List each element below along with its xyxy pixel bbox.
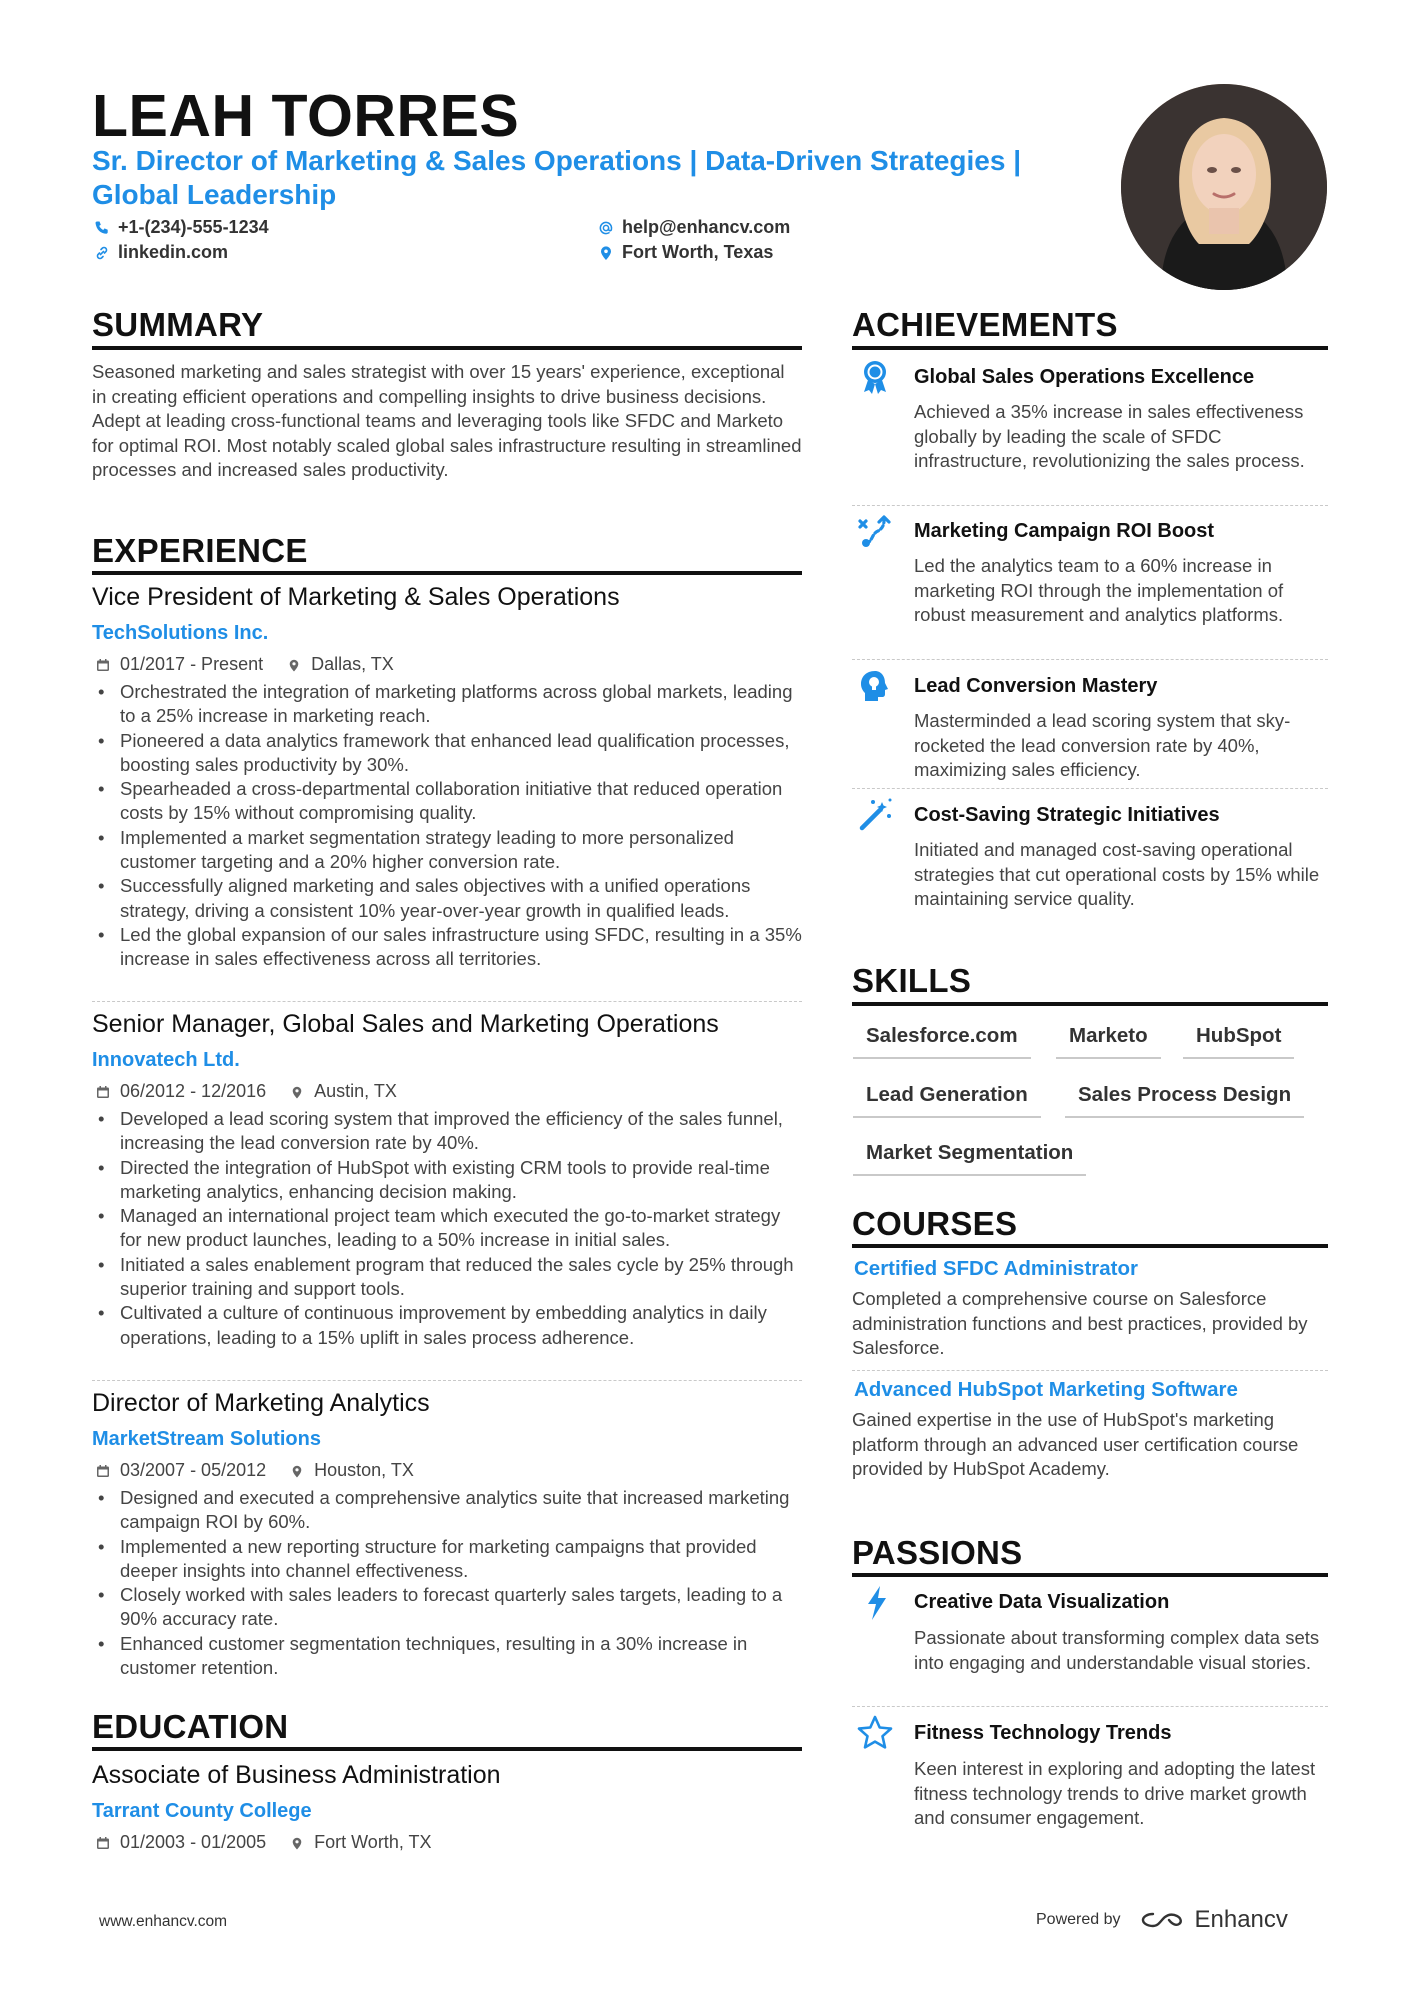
job-divider [92, 1001, 802, 1002]
job-dates: 01/2017 - Present [120, 654, 264, 674]
experience-rule [92, 571, 802, 575]
skill-tag: Sales Process Design [1065, 1080, 1304, 1118]
experience-heading: EXPERIENCE [92, 532, 308, 569]
summary-text: Seasoned marketing and sales strategist with over 15 years' experience, exceptional in creating efficient operations and compelling insights to drive business decisions. Adept at leading cross-functional teams and leveraging tools like SFDC and Marketo for optimal ROI. Most notably scaled global sales infrastructure resulting in streamlined processes and increased sales productivity. [92, 361, 802, 480]
job-bullets [96, 680, 806, 972]
job-bullet: • Led the global expansion of our sales infrastructure using SFDC, resulting in a 35% increase in sales effectiveness across all territories. [96, 923, 806, 972]
education-meta [96, 1832, 432, 1853]
job-meta [96, 1081, 397, 1102]
job-bullet: • Implemented a market segmentation strategy leading to more personalized customer targeting and a 20% higher conversion rate. [96, 826, 806, 875]
calendar-icon [96, 1836, 110, 1850]
job-dates: 03/2007 - 05/2012 [120, 1460, 267, 1480]
job-meta [96, 654, 394, 675]
map-pin-icon [598, 245, 614, 261]
contact-email[interactable] [598, 217, 790, 238]
job-bullet: • Designed and executed a comprehensive analytics suite that increased marketing campaign ROI by 60%. [96, 1486, 806, 1535]
candidate-headline: Sr. Director of Marketing & Sales Operations | Data-Driven Strategies | Global Leadership [92, 145, 1022, 210]
passion-divider [852, 1706, 1328, 1707]
lightning-bolt-icon [858, 1584, 896, 1622]
skill-tag: Lead Generation [853, 1080, 1041, 1118]
education-rule [92, 1747, 802, 1751]
course-description: Completed a comprehensive course on Salesforce administration functions and best practices, provided by Salesforce. [852, 1288, 1308, 1358]
achievement-title: Cost-Saving Strategic Initiatives [914, 804, 1220, 826]
job-bullet: • Implemented a new reporting structure for marketing campaigns that provided deeper insights into channel effectiveness. [96, 1535, 806, 1584]
job-bullet: • Spearheaded a cross-departmental collaboration initiative that reduced operation costs by 15% without compromising quality. [96, 777, 806, 826]
enhancv-logo[interactable] [1139, 1906, 1288, 1934]
contact-phone [94, 217, 269, 238]
magic-wand-icon [856, 796, 894, 834]
achievements-rule [852, 346, 1328, 350]
phone-text: +1-(234)-555-1234 [118, 217, 269, 237]
at-sign-icon [598, 220, 614, 236]
skill-tag: Market Segmentation [853, 1138, 1086, 1176]
link-icon [94, 245, 110, 261]
job-divider [92, 1380, 802, 1381]
job-bullet: • Pioneered a data analytics framework that enhanced lead qualification processes, boosting sales productivity by 30%. [96, 729, 806, 778]
skills-heading: SKILLS [852, 962, 972, 999]
brand-name: Enhancv [1194, 1906, 1288, 1933]
job-meta [96, 1460, 414, 1481]
calendar-icon [96, 1085, 110, 1099]
skills-rule [852, 1002, 1328, 1006]
job-bullet: • Orchestrated the integration of marketing platforms across global markets, leading to a 25% increase in marketing reach. [96, 680, 806, 729]
map-pin-icon [290, 1464, 304, 1478]
job-location: Houston, TX [314, 1460, 414, 1480]
award-ribbon-icon [856, 358, 894, 396]
calendar-icon [96, 1464, 110, 1478]
job-bullet: • Successfully aligned marketing and sales objectives with a unified operations strategy, driving a consistent 10% year-over-year growth in qualified leads. [96, 874, 806, 923]
summary-rule [92, 346, 802, 350]
education-location: Fort Worth, TX [314, 1832, 432, 1852]
achievement-title: Marketing Campaign ROI Boost [914, 520, 1215, 542]
achievement-divider [852, 659, 1328, 660]
contact-linkedin[interactable] [94, 242, 228, 263]
achievement-description: Achieved a 35% increase in sales effectiveness globally by leading the scale of SFDC infrastructure, revolutionizing the sales process. [914, 401, 1305, 471]
powered-by-label: Powered by [1036, 1911, 1121, 1928]
map-pin-icon [287, 658, 301, 672]
job-bullet: • Managed an international project team which executed the go-to-market strategy for new product launches, leading to a 50% increase in initial sales. [96, 1204, 806, 1253]
footer-website[interactable]: www.enhancv.com [99, 1913, 228, 1930]
candidate-name: LEAH TORRES [92, 83, 520, 149]
achievement-title: Lead Conversion Mastery [914, 675, 1158, 697]
location-text: Fort Worth, Texas [622, 242, 774, 262]
company-name: TechSolutions Inc. [92, 622, 269, 644]
head-bulb-icon [856, 667, 894, 705]
achievement-description: Masterminded a lead scoring system that sky-rocketed the lead conversion rate by 40%, maximizing sales efficiency. [914, 710, 1291, 780]
job-location: Dallas, TX [311, 654, 394, 674]
passions-rule [852, 1573, 1328, 1577]
skill-tag: Salesforce.com [853, 1021, 1031, 1059]
job-bullet: • Enhanced customer segmentation techniques, resulting in a 30% increase in customer retention. [96, 1632, 806, 1681]
passion-description: Passionate about transforming complex data sets into engaging and understandable visual stories. [914, 1627, 1320, 1673]
skill-tag: Marketo [1056, 1021, 1161, 1059]
course-title: Advanced HubSpot Marketing Software [854, 1378, 1238, 1401]
job-bullets [96, 1486, 806, 1680]
job-dates: 06/2012 - 12/2016 [120, 1081, 267, 1101]
footer-branding [1036, 1906, 1288, 1934]
job-bullet: • Cultivated a culture of continuous improvement by embedding analytics in daily operations, leading to a 15% uplift in sales process adherence. [96, 1301, 806, 1350]
email-text[interactable]: help@enhancv.com [622, 217, 791, 237]
job-title: Senior Manager, Global Sales and Marketing Operations [92, 1010, 719, 1038]
school-name: Tarrant County College [92, 1800, 312, 1822]
job-location: Austin, TX [314, 1081, 397, 1101]
contact-location [598, 242, 773, 263]
map-pin-icon [290, 1836, 304, 1850]
passions-heading: PASSIONS [852, 1534, 1023, 1571]
courses-rule [852, 1244, 1328, 1248]
course-description: Gained expertise in the use of HubSpot's marketing platform through an advanced user certification course provided by HubSpot Academy. [852, 1409, 1299, 1479]
job-title: Director of Marketing Analytics [92, 1389, 430, 1417]
profile-photo [1121, 84, 1327, 290]
degree-title: Associate of Business Administration [92, 1761, 501, 1789]
profile-portrait-image [1121, 84, 1327, 290]
passion-title: Creative Data Visualization [914, 1591, 1170, 1613]
map-pin-icon [290, 1085, 304, 1099]
enhancv-logo-icon [1139, 1908, 1187, 1932]
phone-icon [94, 220, 110, 236]
job-title: Vice President of Marketing & Sales Operations [92, 583, 620, 611]
company-name: MarketStream Solutions [92, 1428, 321, 1450]
course-divider [852, 1370, 1328, 1371]
achievement-title: Global Sales Operations Excellence [914, 366, 1255, 388]
passion-title: Fitness Technology Trends [914, 1722, 1172, 1744]
achievement-description: Led the analytics team to a 60% increase in marketing ROI through the implementation of robust measurement and analytics platforms. [914, 555, 1284, 625]
achievement-divider [852, 788, 1328, 789]
job-bullet: • Closely worked with sales leaders to forecast quarterly sales targets, leading to a 90% accuracy rate. [96, 1583, 806, 1632]
education-dates: 01/2003 - 01/2005 [120, 1832, 267, 1852]
job-bullet: • Developed a lead scoring system that improved the efficiency of the sales funnel, increasing the lead conversion rate by 40%. [96, 1107, 806, 1156]
achievement-divider [852, 505, 1328, 506]
achievements-heading: ACHIEVEMENTS [852, 306, 1118, 343]
skill-tag: HubSpot [1183, 1021, 1294, 1059]
company-name: Innovatech Ltd. [92, 1049, 240, 1071]
calendar-icon [96, 658, 110, 672]
education-heading: EDUCATION [92, 1708, 289, 1745]
job-bullet: • Initiated a sales enablement program that reduced the sales cycle by 25% through superior training and support tools. [96, 1253, 806, 1302]
job-bullet: • Directed the integration of HubSpot with existing CRM tools to provide real-time marketing analytics, enhancing decision making. [96, 1156, 806, 1205]
linkedin-text[interactable]: linkedin.com [118, 242, 229, 262]
courses-heading: COURSES [852, 1205, 1018, 1242]
course-title: Certified SFDC Administrator [854, 1257, 1138, 1280]
passion-description: Keen interest in exploring and adopting the latest fitness technology trends to drive market growth and consumer engagement. [914, 1758, 1316, 1828]
achievement-description: Initiated and managed cost-saving operational strategies that cut operational costs by 15% while maintaining service quality. [914, 839, 1320, 909]
route-strategy-icon [856, 513, 894, 551]
summary-heading: SUMMARY [92, 306, 264, 343]
star-icon [856, 1714, 894, 1752]
job-bullets [96, 1107, 806, 1350]
